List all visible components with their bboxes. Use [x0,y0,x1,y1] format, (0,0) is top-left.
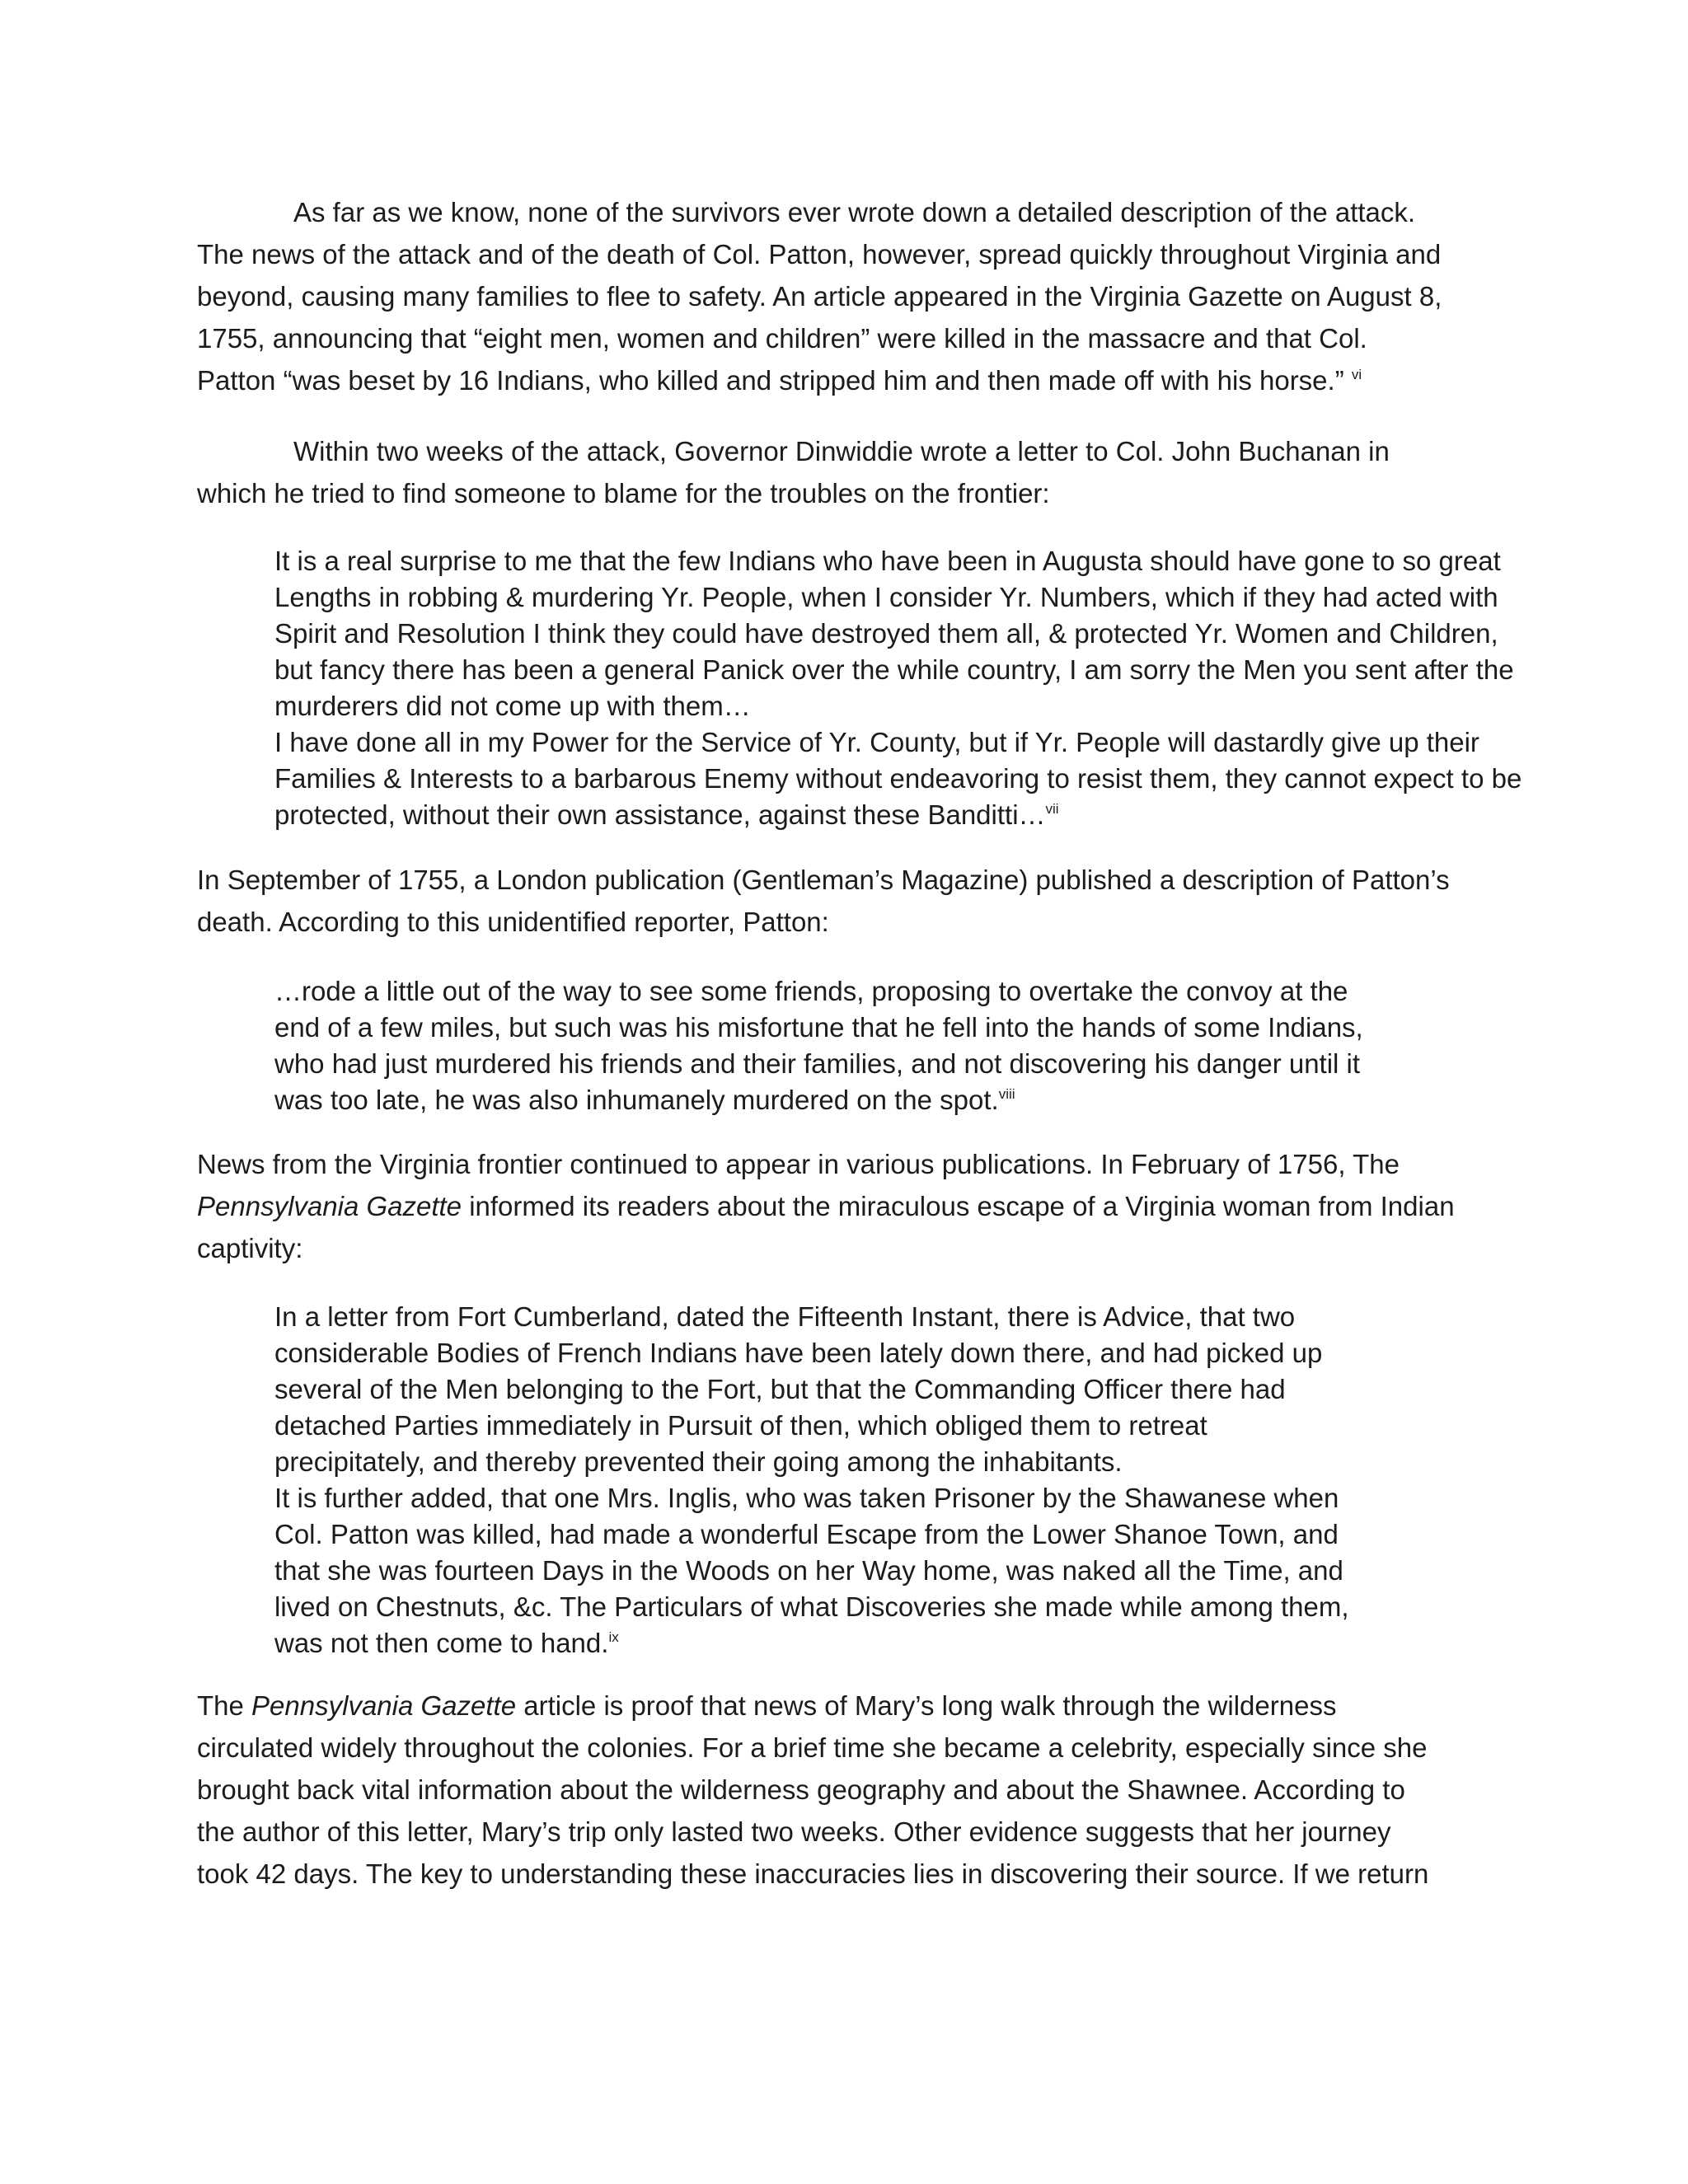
quote-line: Col. Patton was killed, had made a wonderful Escape from the Lower Shanoe Town, and [274,1519,1339,1549]
quote-line [274,801,1059,828]
quote-line: who had just murdered his friends and their families, and not discovering his danger until it [274,1048,1361,1079]
text-line [197,367,1362,394]
text-span: Patton “was beset by 16 Indians, who killed and stripped him and then made off with his horse.” [197,365,1352,396]
quote-line: detached Parties immediately in Pursuit of then, which obliged them to retreat [274,1410,1207,1441]
quote-line: murderers did not come up with them… [274,691,751,721]
quote-line [274,1629,619,1657]
quote-line: Spirit and Resolution I think they could have destroyed them all, & protected Yr. Women and Children, [274,618,1498,649]
text-line: Within two weeks of the attack, Governor Dinwiddie wrote a letter to Col. John Buchanan in [293,436,1390,466]
text-line: which he tried to find someone to blame for the troubles on the frontier: [197,478,1050,509]
quote-line [274,1086,1015,1113]
quote-line: end of a few miles, but such was his misfortune that he fell into the hands of some Indians, [274,1012,1363,1043]
text-line: brought back vital information about the wilderness geography and about the Shawnee. According to [197,1774,1405,1805]
text-span: protected, without their own assistance, against these Banditti… [274,799,1046,830]
quote-line: precipitately, and thereby prevented their going among the inhabitants. [274,1446,1123,1477]
text-span: article is proof that news of Mary’s long walk through the wilderness [516,1690,1337,1721]
quote-line: Lengths in robbing & murdering Yr. People, when I consider Yr. Numbers, which if they had acted with [274,582,1498,612]
quote-line: Families & Interests to a barbarous Enemy without endeavoring to resist them, they cannot expect to be [274,763,1522,794]
text-line: the author of this letter, Mary’s trip only lasted two weeks. Other evidence suggests that her journey [197,1816,1391,1847]
text-line: 1755, announcing that “eight men, women and children” were killed in the massacre and that Col. [197,323,1367,354]
endnote-marker: vii [1045,801,1059,817]
text-line: News from the Virginia frontier continued to appear in various publications. In February of 1756, The [197,1149,1400,1179]
quote-line: but fancy there has been a general Panick over the while country, I am sorry the Men you sent after the [274,654,1514,685]
text-line: As far as we know, none of the survivors ever wrote down a detailed description of the attack. [293,197,1416,227]
text-span: The [197,1690,252,1721]
text-line: In September of 1755, a London publication (Gentleman’s Magazine) published a description of Patton’s [197,865,1450,895]
quote-line: I have done all in my Power for the Service of Yr. County, but if Yr. People will dastardly give up their [274,727,1479,757]
quote-line: lived on Chestnuts, &c. The Particulars of what Discoveries she made while among them, [274,1591,1349,1622]
quote-line: considerable Bodies of French Indians have been lately down there, and had picked up [274,1338,1323,1368]
text-line: The news of the attack and of the death of Col. Patton, however, spread quickly throughout Virginia and [197,239,1442,269]
text-line [197,1692,1336,1719]
text-line: took 42 days. The key to understanding these inaccuracies lies in discovering their source. If we return [197,1858,1429,1889]
endnote-marker: viii [998,1086,1015,1102]
text-line: captivity: [197,1233,303,1263]
text-line: beyond, causing many families to flee to safety. An article appeared in the Virginia Gazette on August 8, [197,281,1442,312]
text-span: was not then come to hand. [274,1628,609,1658]
text-span: was too late, he was also inhumanely murdered on the spot. [274,1085,999,1115]
publication-title: Pennsylvania Gazette [251,1690,517,1721]
text-line [197,1193,1455,1220]
endnote-marker: ix [608,1629,619,1645]
quote-line: …rode a little out of the way to see some friends, proposing to overtake the convoy at the [274,976,1348,1006]
text-line: circulated widely throughout the colonies. For a brief time she became a celebrity, especially since she [197,1732,1428,1763]
quote-line: that she was fourteen Days in the Woods on her Way home, was naked all the Time, and [274,1555,1343,1586]
quote-line: several of the Men belonging to the Fort, but that the Commanding Officer there had [274,1374,1286,1404]
publication-title: Pennsylvania Gazette [197,1191,462,1221]
quote-line: In a letter from Fort Cumberland, dated the Fifteenth Instant, there is Advice, that two [274,1301,1296,1332]
endnote-marker: vi [1351,367,1362,382]
text-line: death. According to this unidentified reporter, Patton: [197,907,829,937]
quote-line: It is further added, that one Mrs. Inglis, who was taken Prisoner by the Shawanese when [274,1483,1339,1513]
quote-line: It is a real surprise to me that the few Indians who have been in Augusta should have gone to so great [274,546,1501,576]
text-span: informed its readers about the miraculous escape of a Virginia woman from Indian [462,1191,1455,1221]
